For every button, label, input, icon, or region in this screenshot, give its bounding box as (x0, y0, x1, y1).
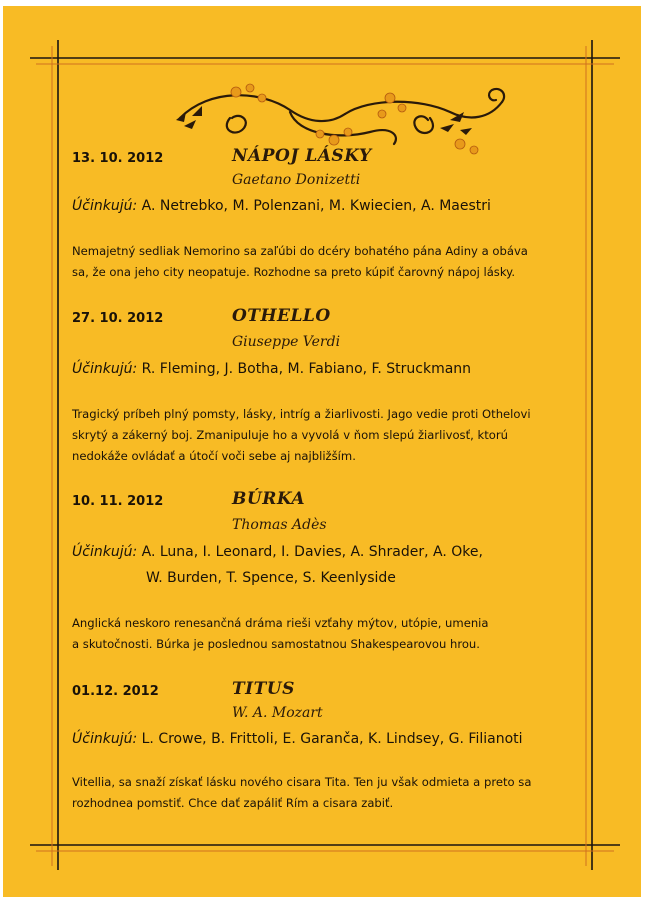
cast-names: L. Crowe, B. Frittoli, E. Garanča, K. Lindsey, G. Filianoti (141, 731, 523, 747)
cast-label: Účinkujú: (72, 544, 138, 560)
cast-names-continued: W. Burden, T. Spence, S. Keenlyside (146, 570, 396, 586)
description-line: Tragický príbeh plný pomsty, lásky, intríg a žiarlivosti. Jago vedie proti Othelovi (72, 407, 531, 421)
event-description (72, 241, 572, 283)
cast-label: Účinkujú: (72, 361, 138, 377)
cast-label: Účinkujú: (72, 731, 138, 747)
description-line: Nemajetný sedliak Nemorino sa zaľúbi do dcéry bohatého pána Adiny a obáva (72, 244, 528, 258)
description-line: a skutočnosti. Búrka je poslednou samostatnou Shakespearovou hrou. (72, 637, 480, 651)
event-description (72, 772, 572, 814)
opera-title: BÚRKA (232, 489, 306, 509)
cast-line (72, 361, 471, 377)
cast-names: A. Luna, I. Leonard, I. Davies, A. Shrader, A. Oke, (141, 544, 483, 560)
opera-title: TITUS (232, 679, 295, 699)
event-date: 10. 11. 2012 (72, 494, 164, 509)
composer-name: Gaetano Donizetti (232, 172, 361, 188)
event-description (72, 613, 572, 655)
cast-line (72, 544, 483, 560)
cast-line (72, 198, 491, 214)
event-date: 27. 10. 2012 (72, 311, 164, 326)
description-line: nedokáže ovládať a útočí voči sebe aj najbližším. (72, 449, 356, 463)
opera-title: OTHELLO (232, 306, 331, 326)
event-description (72, 404, 572, 467)
description-line: skrytý a zákerný boj. Zmanipuluje ho a vyvolá v ňom slepú žiarlivosť, ktorú (72, 428, 508, 442)
cast-line (72, 731, 523, 747)
description-line: Anglická neskoro renesančná dráma rieši vzťahy mýtov, utópie, umenia (72, 616, 489, 630)
description-line: Vitellia, sa snaží získať lásku nového cisara Tita. Ten ju však odmieta a preto sa (72, 775, 532, 789)
event-date: 13. 10. 2012 (72, 151, 164, 166)
composer-name: W. A. Mozart (232, 705, 323, 721)
composer-name: Giuseppe Verdi (232, 334, 341, 350)
cast-names: A. Netrebko, M. Polenzani, M. Kwiecien, A. Maestri (141, 198, 491, 214)
description-line: sa, že ona jeho city neopatuje. Rozhodne sa preto kúpiť čarovný nápoj lásky. (72, 265, 516, 279)
composer-name: Thomas Adès (232, 517, 327, 533)
opera-title: NÁPOJ LÁSKY (232, 146, 372, 166)
cast-names: R. Fleming, J. Botha, M. Fabiano, F. Struckmann (141, 361, 472, 377)
event-date: 01.12. 2012 (72, 684, 159, 699)
cast-label: Účinkujú: (72, 198, 138, 214)
description-line: rozhodnea pomstiť. Chce dať zapáliť Rím a cisara zabiť. (72, 796, 394, 810)
